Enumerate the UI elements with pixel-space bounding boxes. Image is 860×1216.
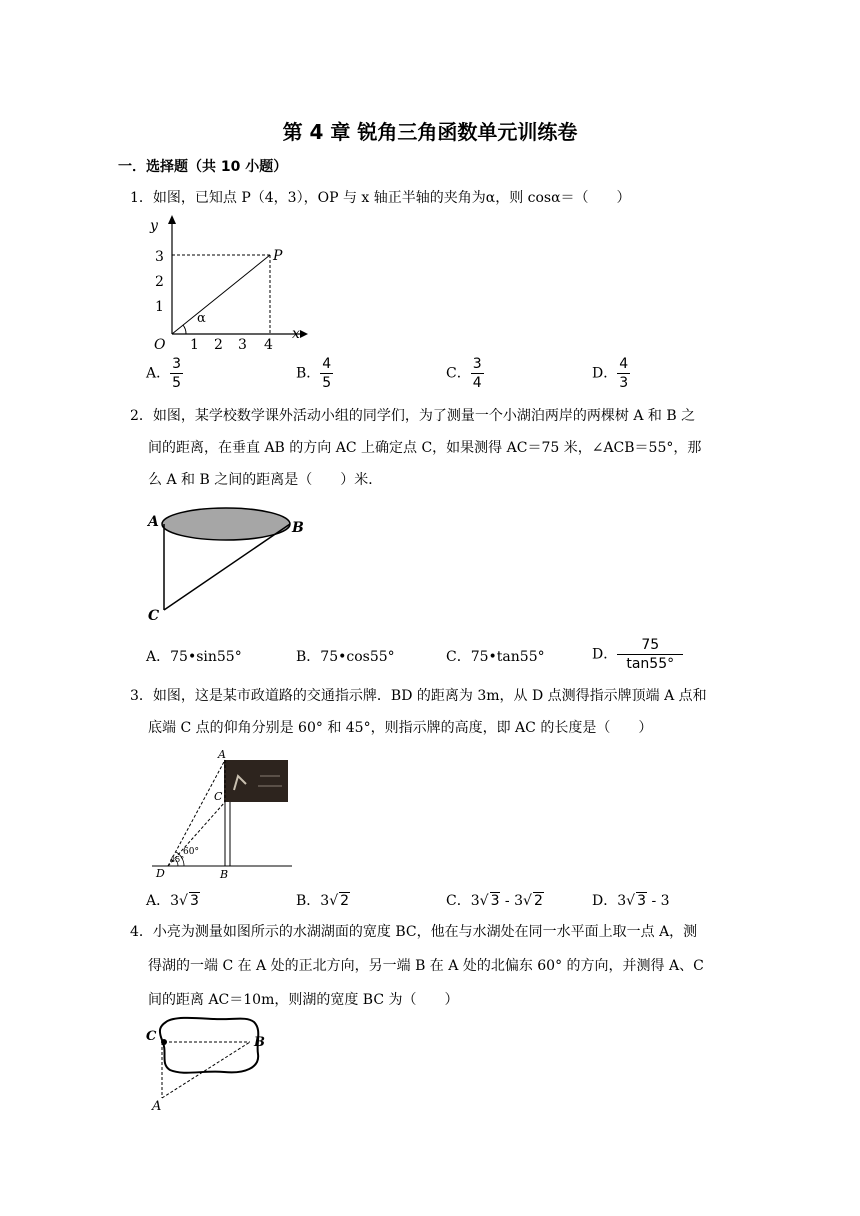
x-tick-3: 3: [238, 337, 247, 352]
coefficient: 3: [320, 893, 330, 909]
q2-option-c[interactable]: [446, 646, 545, 666]
fraction: $\frac{4}{5}$: [322, 356, 332, 391]
point-a-label: A: [218, 748, 226, 761]
q2-option-a[interactable]: [146, 646, 242, 666]
y-tick-1: 1: [155, 299, 164, 315]
q3-option-d[interactable]: [592, 890, 670, 910]
option-letter: C．: [446, 649, 471, 665]
q3-option-c[interactable]: [446, 890, 544, 910]
segment-ab: [162, 1042, 250, 1098]
sign-board: [224, 760, 288, 802]
coefficient: 3: [470, 893, 480, 909]
option-tail: - 3: [647, 893, 670, 909]
radicand: 3: [490, 893, 500, 909]
question-3-figure: [150, 746, 295, 880]
x-tick-2: 2: [214, 337, 223, 352]
q3-option-a[interactable]: [146, 890, 200, 910]
point-b-label: B: [292, 520, 304, 536]
x-label: x: [292, 326, 300, 342]
point-p-label: P: [273, 248, 283, 264]
x-tick-4: 4: [264, 337, 273, 352]
point-b-label: B: [254, 1035, 265, 1050]
question-3-line-1: 3．如图，这是某市政道路的交通指示牌．BD 的距离为 3m，从 D 点测得指示牌顶端 A 点和: [130, 688, 707, 704]
coefficient: 3: [617, 893, 627, 909]
question-4-figure: [140, 1012, 280, 1112]
angle-60-label: 60°: [183, 847, 199, 857]
question-4-line-3: 间的距离 AC＝10m，则湖的宽度 BC 为（ ）: [148, 992, 459, 1008]
question-1-text: 1．如图，已知点 P（4，3），OP 与 x 轴正半轴的夹角为α，则 cosα＝（ ）: [130, 190, 631, 206]
question-2-figure: [140, 502, 310, 620]
option-letter: C．: [446, 365, 471, 382]
point-a-label: A: [148, 514, 159, 530]
option-text: 75•sin55°: [170, 649, 242, 665]
option-letter: A．: [146, 893, 171, 909]
option-letter: A．: [146, 365, 171, 382]
point-b-label: B: [220, 868, 229, 880]
q2-option-d[interactable]: [592, 636, 683, 673]
angle-45-label: 45°: [170, 855, 185, 864]
point-c-label: C: [148, 608, 160, 620]
option-letter: B．: [296, 365, 321, 382]
option-letter: C．: [446, 893, 471, 909]
x-tick-1: 1: [190, 337, 199, 352]
fraction: $\frac{75}{\tan 55^\circ}$: [617, 636, 683, 673]
point-d-label: D: [156, 867, 165, 880]
question-4-line-2: 得湖的一端 C 在 A 处的正北方向，另一端 B 在 A 处的北偏东 60° 的方向，并测得 A、C: [148, 958, 704, 974]
point-c-label: C: [214, 790, 223, 803]
lake-outline: [160, 1018, 258, 1073]
fraction: $\frac{3}{4}$: [472, 356, 482, 391]
question-2-line-1: 2．如图，某学校数学课外活动小组的同学们，为了测量一个小湖泊两岸的两棵树 A 和 B 之: [130, 408, 696, 424]
q1-option-c[interactable]: [446, 355, 484, 392]
radicand: 3: [189, 893, 199, 909]
radicand: 3: [637, 893, 646, 909]
question-3-line-2: 底端 C 点的仰角分别是 60° 和 45°，则指示牌的高度，即 AC 的长度是（ ）: [148, 720, 653, 736]
q1-option-b[interactable]: [296, 355, 333, 392]
question-2-line-3: 么 A 和 B 之间的距离是（ ）米．: [148, 472, 383, 488]
point-c-marker: [161, 1039, 167, 1045]
fraction: $\frac{3}{5}$: [172, 356, 182, 391]
option-letter: D．: [592, 646, 618, 663]
question-2-line-2: 间的距离，在垂直 AB 的方向 AC 上确定点 C，如果测得 AC＝75 米，∠ACB＝55°，那: [148, 440, 702, 456]
option-letter: B．: [296, 893, 321, 909]
option-letter: B．: [296, 649, 321, 665]
x-axis-arrow: [300, 330, 308, 338]
origin-label: O: [154, 337, 166, 352]
radical-sign: √: [179, 893, 188, 909]
radicand: 2: [533, 893, 543, 909]
alpha-label: α: [197, 311, 206, 326]
y-tick-2: 2: [155, 274, 164, 290]
radical-sign: √: [626, 893, 636, 909]
segment-op: [172, 255, 270, 334]
option-middle: - 3: [500, 893, 524, 909]
q1-option-d[interactable]: [592, 355, 630, 392]
y-axis-arrow: [168, 215, 176, 224]
y-tick-3: 3: [155, 249, 164, 265]
question-4-line-1: 4．小亮为测量如图所示的水湖湖面的宽度 BC，他在与水湖处在同一水平面上取一点 A，测: [130, 924, 698, 940]
q2-option-b[interactable]: [296, 646, 395, 666]
q1-option-a[interactable]: [146, 355, 183, 392]
section-heading: 一．选择题（共 10 小题）: [118, 159, 288, 175]
radicand: 2: [340, 893, 350, 909]
option-letter: A．: [146, 649, 171, 665]
q3-option-b[interactable]: [296, 890, 350, 910]
coefficient: 3: [170, 893, 180, 909]
question-1-figure: [140, 212, 310, 352]
page-title: 第 4 章 锐角三角函数单元训练卷: [282, 120, 578, 144]
radical-sign: √: [479, 893, 489, 909]
option-text: 75•cos55°: [320, 649, 395, 665]
option-letter: D．: [592, 893, 618, 909]
point-a-label: A: [152, 1099, 162, 1112]
y-label: y: [150, 218, 158, 234]
angle-alpha-arc: [183, 325, 186, 334]
radical-sign: √: [329, 893, 339, 909]
radical-sign: √: [523, 893, 532, 909]
fraction: $\frac{4}{3}$: [619, 356, 629, 391]
point-c-label: C: [146, 1029, 157, 1044]
option-letter: D．: [592, 365, 618, 382]
option-text: 75•tan55°: [470, 649, 545, 665]
lake-ellipse: [162, 508, 290, 540]
